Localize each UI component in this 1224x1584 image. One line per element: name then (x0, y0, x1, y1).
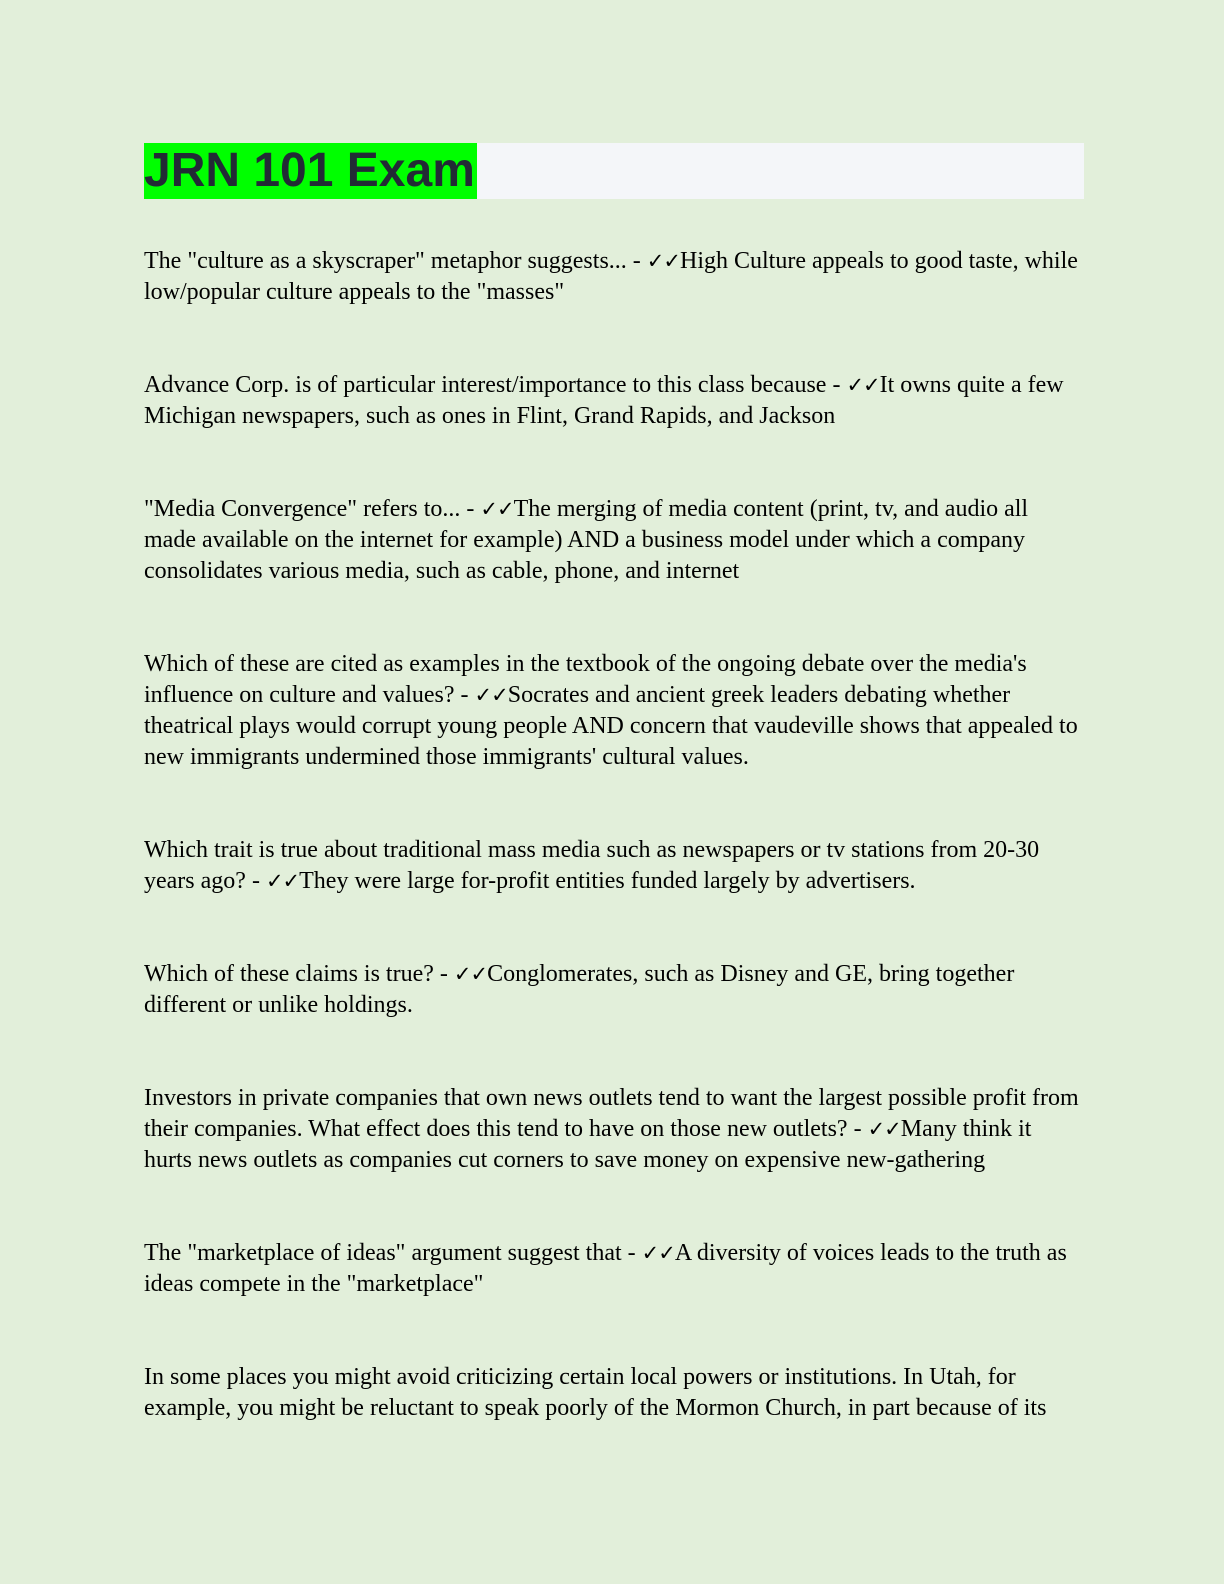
qa-item (144, 246, 1084, 308)
checkmark-icon: ✓✓ (480, 497, 514, 521)
qa-item (144, 494, 1084, 587)
question-text: Investors in private companies that own news outlets tend to want the largest possible profit from their companies. What effect does this tend to have on those new outlets? - (144, 1085, 1079, 1142)
checkmark-icon: ✓✓ (641, 1241, 675, 1265)
answer-text: The merging of media content (print, tv, and audio all made available on the internet for example) AND a business model under which a company consolidates various media, such as cable, phone, and internet (144, 496, 1029, 584)
answer-text: Conglomerates, such as Disney and GE, bring together different or unlike holdings. (144, 961, 1015, 1018)
qa-item (144, 1083, 1084, 1176)
qa-item (144, 1238, 1084, 1300)
checkmark-icon: ✓✓ (474, 683, 508, 707)
qa-item (144, 1362, 1084, 1424)
answer-text: Many think it hurts news outlets as companies cut corners to save money on expensive new-gathering (144, 1116, 1032, 1173)
title-bar (144, 143, 1084, 199)
qa-item (144, 370, 1084, 432)
question-text: In some places you might avoid criticizing certain local powers or institutions. In Utah, for example, you might be reluctant to speak poorly of the Mormon Church, in part because of its (144, 1364, 1047, 1421)
question-text: "Media Convergence" refers to... - (144, 496, 481, 522)
checkmark-icon: ✓✓ (867, 1117, 901, 1141)
answer-text: High Culture appeals to good taste, while low/popular culture appeals to the "masses" (144, 248, 1078, 305)
question-text: The "culture as a skyscraper" metaphor suggests... - (144, 248, 647, 274)
checkmark-icon: ✓✓ (646, 249, 680, 273)
answer-text: A diversity of voices leads to the truth as ideas compete in the "marketplace" (144, 1240, 1067, 1297)
question-text: Advance Corp. is of particular interest/importance to this class because - (144, 372, 847, 398)
question-text: Which trait is true about traditional mass media such as newspapers or tv stations from 20-30 years ago? - (144, 837, 1040, 894)
checkmark-icon: ✓✓ (265, 869, 300, 893)
qa-item (144, 959, 1084, 1021)
page-title: JRN 101 Exam (144, 144, 475, 197)
qa-list (144, 246, 1084, 1424)
checkmark-icon: ✓✓ (846, 373, 880, 397)
checkmark-icon: ✓✓ (453, 962, 488, 986)
question-text: Which of these are cited as examples in the textbook of the ongoing debate over the media's influence on culture and values? - (144, 651, 1027, 708)
answer-text: Socrates and ancient greek leaders debating whether theatrical plays would corrupt young people AND concern that vaudeville shows that appealed to new immigrants undermined those immigrants' cultural values. (144, 682, 1078, 770)
qa-item (144, 835, 1084, 897)
answer-text: It owns quite a few Michigan newspapers, such as ones in Flint, Grand Rapids, and Jackson (144, 372, 1064, 429)
answer-text: They were large for-profit entities funded largely by advertisers. (299, 868, 916, 894)
qa-item (144, 649, 1084, 773)
question-text: The "marketplace of ideas" argument suggest that - (144, 1240, 642, 1266)
question-text: Which of these claims is true? - (144, 961, 454, 987)
document-page (144, 143, 1084, 1424)
